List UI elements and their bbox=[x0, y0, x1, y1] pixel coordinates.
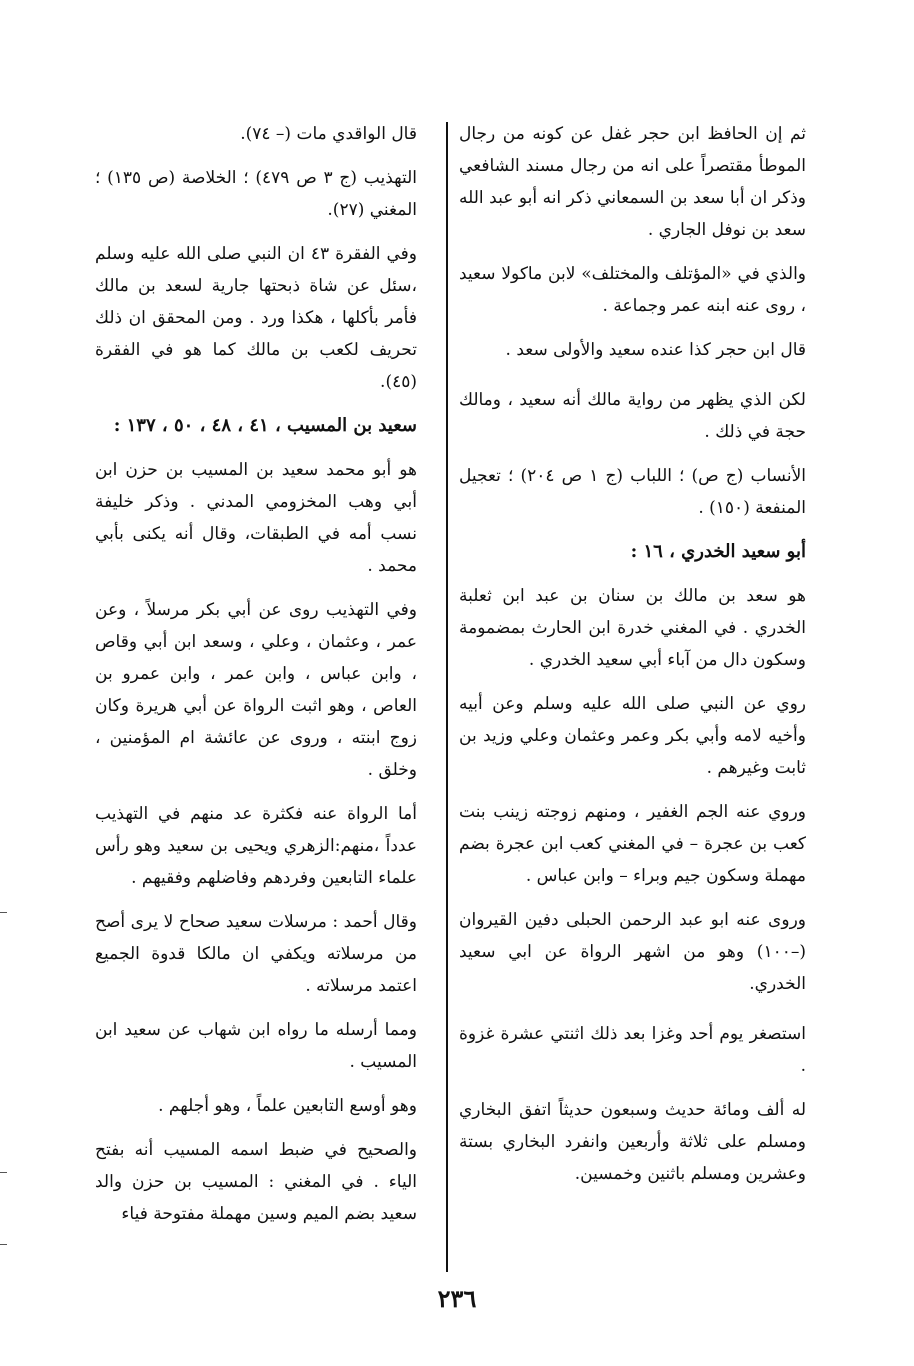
right-column bbox=[459, 118, 806, 1202]
paragraph: وفي التهذيب روى عن أبي بكر مرسلاً ، وعن عمر ، وعثمان ، وعلي ، وسعد ابن أبي وقاص ، وابن عباس ، وابن عمر ، وابن عمرو بن العاص ، وهو اثبت الرواة عن أبي هريرة وكان زوج ابنته ، وروى عن عائشة ام المؤمنين ، وخلق . bbox=[95, 600, 417, 780]
paragraph: وهو أوسع التابعين علماً ، وهو أجلهم . bbox=[158, 1096, 417, 1116]
paragraph: لكن الذي يظهر من رواية مالك أنه سعيد ، ومالك حجة في ذلك . bbox=[459, 390, 806, 442]
paragraph: ومما أرسله ما رواه ابن شهاب عن سعيد ابن المسيب . bbox=[95, 1020, 417, 1072]
page-number: ٢٣٦ bbox=[437, 1284, 477, 1313]
paragraph: قال الواقدي مات (– ٧٤). bbox=[240, 124, 417, 144]
paragraph: وفي الفقرة ٤٣ ان النبي صلى الله عليه وسلم ،سئل عن شاة ذبحتها جارية لسعد بن مالك فأمر بأكلها ، هكذا ورد . ومن المحقق ان ذلك تحريف لكعب بن مالك كما هو في الفقرة (٤٥). bbox=[95, 244, 417, 392]
paragraph: روي عن النبي صلى الله عليه وسلم وعن أبيه وأخيه لامه وأبي بكر وعمر وعثمان وعلي وزيد بن ثابت وغيرهم . bbox=[459, 694, 806, 778]
paragraph: وروى عنه ابو عبد الرحمن الحبلى دفين القيروان (–١٠٠) وهو من اشهر الرواة عن ابي سعيد الخدري. bbox=[459, 910, 806, 994]
paragraph: له ألف ومائة حديث وسبعون حديثاً اتفق البخاري ومسلم على ثلاثة وأربعين وانفرد البخاري بستة وعشرين ومسلم باثنين وخمسين. bbox=[459, 1100, 806, 1184]
paragraph: وروي عنه الجم الغفير ، ومنهم زوجته زينب بنت كعب بن عجرة – في المغني كعب ابن عجرة بضم مهملة وسكون جيم وبراء – وابن عباس . bbox=[459, 802, 806, 886]
margin-mark bbox=[0, 912, 7, 913]
paragraph: أما الرواة عنه فكثرة عد منهم في التهذيب عدداً ،منهم:الزهري ويحيى بن سعيد وهو رأس علماء التابعين وفردهم وفاضلهم وفقيهم . bbox=[95, 804, 417, 888]
section-heading: أبو سعيد الخدري ، ١٦ : bbox=[630, 541, 806, 562]
paragraph: وقال أحمد : مرسلات سعيد صحاح لا يرى أصح من مرسلاته ويكفي ان مالكا قدوة الجميع اعتمد مرسلاته . bbox=[95, 912, 417, 996]
paragraph: الأنساب (ج ص) ؛ اللباب (ج ١ ص ٢٠٤) ؛ تعجيل المنفعة (١٥٠) . bbox=[459, 466, 806, 518]
paragraph: قال ابن حجر كذا عنده سعيد والأولى سعد . bbox=[505, 340, 806, 360]
left-column bbox=[95, 118, 417, 1242]
paragraph: هو أبو محمد سعيد بن المسيب بن حزن ابن أبي وهب المخزومي المدني . وذكر خليفة نسب أمه في الطبقات، وقال أنه يكنى بأبي محمد . bbox=[95, 460, 417, 576]
margin-mark bbox=[0, 1172, 7, 1173]
paragraph: ثم إن الحافظ ابن حجر غفل عن كونه من رجال الموطأ مقتصراً على انه من رجال مسند الشافعي وذكر ان أبا سعد بن السمعاني ذكر انه أبو عبد الله سعد بن نوفل الجاري . bbox=[459, 124, 806, 240]
section-heading: سعيد بن المسيب ، ٤١ ، ٤٨ ، ٥٠ ، ١٣٧ : bbox=[113, 415, 417, 436]
paragraph: والذي في «المؤتلف والمختلف» لابن ماكولا سعيد ، روى عنه ابنه عمر وجماعة . bbox=[459, 264, 806, 316]
paragraph: والصحيح في ضبط اسمه المسيب أنه بفتح الياء . في المغني : المسيب بن حزن والد سعيد بضم الميم وسين مهملة مفتوحة فياء bbox=[95, 1140, 417, 1224]
margin-mark bbox=[0, 1244, 7, 1245]
paragraph: هو سعد بن مالك بن سنان بن عبد ابن ثعلبة الخدري . في المغني خدرة ابن الحارث بمضمومة وسكون دال من آباء أبي سعيد الخدري . bbox=[459, 586, 806, 670]
paragraph: التهذيب (ج ٣ ص ٤٧٩) ؛ الخلاصة (ص ١٣٥) ؛ المغني (٢٧). bbox=[95, 168, 417, 220]
column-divider bbox=[446, 122, 448, 1272]
paragraph: استصغر يوم أحد وغزا بعد ذلك اثنتي عشرة غزوة . bbox=[459, 1024, 806, 1076]
